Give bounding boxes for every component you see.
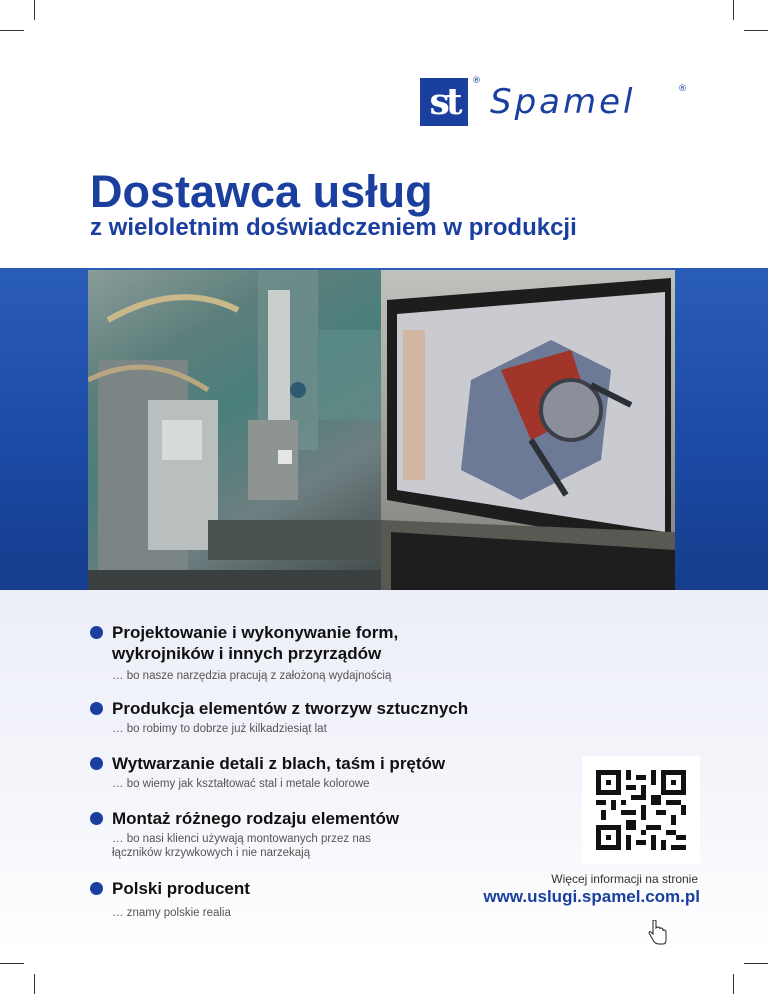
crop-mark <box>0 30 24 31</box>
registered-mark: ® <box>678 84 687 94</box>
crop-mark <box>744 963 768 964</box>
crop-mark <box>0 963 24 964</box>
bullet-dot-icon <box>90 757 103 770</box>
service-title: wykrojników i innych przyrządów <box>112 644 382 663</box>
service-description: … bo nasze narzędzia pracują z założoną wydajnością <box>112 670 392 682</box>
molding-machine-photo <box>88 270 381 590</box>
more-info-text: Więcej informacji na stronie <box>551 872 698 886</box>
qr-code[interactable] <box>582 756 700 864</box>
crop-mark <box>733 0 734 20</box>
service-description: … znamy polskie realia <box>112 907 231 919</box>
qr-code-icon <box>596 770 686 850</box>
crop-mark <box>744 30 768 31</box>
service-title: Montaż różnego rodzaju elementów <box>112 809 400 828</box>
service-description: łączników krzywkowych i nie narzekają <box>112 847 311 859</box>
crop-mark <box>34 974 35 994</box>
service-description: … bo nasi klienci używają montowanych przez nas <box>112 833 371 845</box>
service-title: Projektowanie i wykonywanie form, <box>112 623 399 642</box>
service-description: … bo wiemy jak kształtować stal i metale kolorowe <box>112 778 370 790</box>
bullet-dot-icon <box>90 702 103 715</box>
st-logo-text: st <box>429 81 459 123</box>
page-title: Dostawca usług <box>90 166 433 217</box>
crop-mark <box>733 974 734 994</box>
service-title: Wytwarzanie detali z blach, taśm i prętów <box>112 754 446 773</box>
service-description: … bo robimy to dobrze już kilkadziesiąt lat <box>112 723 327 735</box>
cad-monitor-photo <box>381 270 675 590</box>
website-link[interactable]: www.uslugi.spamel.com.pl <box>483 887 700 906</box>
registered-mark: ® <box>472 76 481 86</box>
service-title: Polski producent <box>112 879 250 898</box>
bullet-dot-icon <box>90 882 103 895</box>
bullet-dot-icon <box>90 812 103 825</box>
service-title: Produkcja elementów z tworzyw sztucznych <box>112 699 469 718</box>
molding-machine-illustration <box>88 270 381 590</box>
cad-monitor-illustration <box>381 270 675 590</box>
crop-mark <box>34 0 35 20</box>
brand-name: Spamel <box>490 82 636 122</box>
page-subtitle: z wieloletnim doświadczeniem w produkcji <box>90 214 577 241</box>
bullet-dot-icon <box>90 626 103 639</box>
st-logo-mark <box>420 78 468 126</box>
hand-cursor-icon <box>648 920 668 946</box>
